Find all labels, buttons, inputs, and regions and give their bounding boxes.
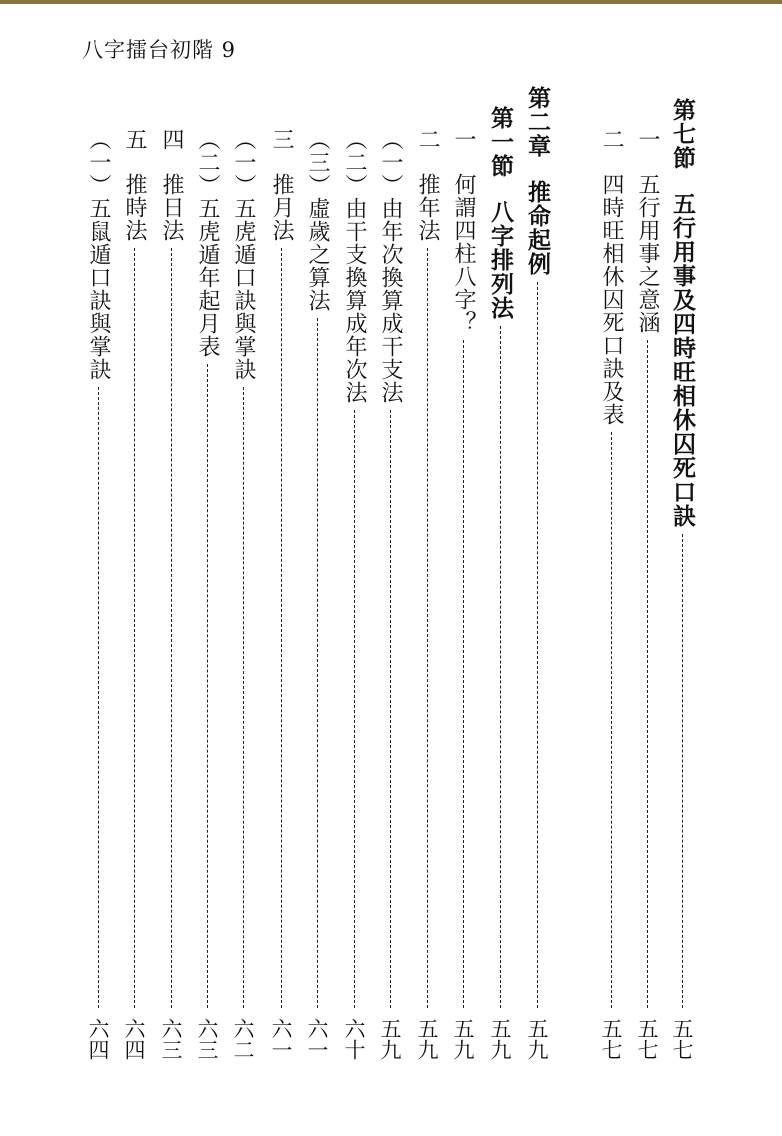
leader-dots [427, 248, 428, 1008]
toc-entry-title: 五虎遁口訣與掌訣 [231, 197, 256, 381]
toc-entry-prefix: 第七節 [669, 98, 696, 170]
leader-dots [354, 410, 355, 1008]
toc-entry-prefix: 第二章 [524, 86, 551, 158]
leader-dots [500, 326, 501, 1008]
toc-entry-prefix: 第一節 [487, 106, 514, 178]
toc-entry-title: 由干支換算成年次法 [342, 197, 367, 404]
toc-entry-page: 六十 [342, 1018, 366, 1060]
toc-entry-title: 八字排列法 [487, 200, 514, 320]
toc-entry-page: 五七 [599, 1018, 623, 1060]
leader-dots [390, 410, 391, 1008]
toc-entry[interactable] [264, 128, 298, 1060]
toc-entry-title: 四時旺相休囚死口訣及表 [599, 173, 624, 426]
toc-entry-title: 推日法 [159, 173, 184, 242]
toc-entry-page: 六一 [305, 1018, 329, 1060]
toc-entry-number: 二 [599, 128, 624, 151]
leader-dots [171, 248, 172, 1008]
toc-entry-title: 虛歲之算法 [305, 197, 330, 312]
toc-entry[interactable] [665, 98, 699, 1060]
toc-entry[interactable] [154, 128, 188, 1060]
toc-entry[interactable] [300, 128, 334, 1060]
toc-entry-number: （三） [305, 128, 330, 197]
toc-entry-number: （一） [86, 128, 111, 197]
leader-dots [647, 340, 648, 1008]
running-header: 八字擂台初階 9 [82, 38, 237, 62]
toc-entry-page: 五九 [415, 1018, 439, 1060]
leader-dots [281, 248, 282, 1008]
toc-entry-title: 推年法 [415, 173, 440, 242]
leader-dots [611, 432, 612, 1008]
toc-entry[interactable] [410, 128, 444, 1060]
toc-entry-page: 五七 [670, 1018, 694, 1060]
toc-entry-page: 六一 [269, 1018, 293, 1060]
toc-entry-title: 由年次換算成干支法 [378, 197, 403, 404]
toc-entry-number: 四 [159, 128, 184, 151]
toc-entry-title: 推命起例 [524, 180, 551, 276]
toc-entry-number: 三 [269, 128, 294, 151]
toc-entry-title: 五行用事之意涵 [635, 173, 660, 334]
toc-entry-number: 二 [415, 128, 440, 151]
toc-entry-number: 五 [122, 128, 147, 151]
toc-entry-title: 推月法 [269, 173, 294, 242]
toc-entry[interactable] [337, 128, 371, 1060]
toc-entry-title: 推時法 [122, 173, 147, 242]
leader-dots [134, 248, 135, 1008]
toc-entry[interactable] [373, 128, 407, 1060]
leader-dots [317, 318, 318, 1008]
toc-entry-page: 五九 [488, 1018, 512, 1060]
toc-entry-title: 五行用事及四時旺相休囚死口訣 [669, 192, 696, 528]
toc-entry-page: 六三 [195, 1018, 219, 1060]
leader-dots [682, 534, 683, 1008]
toc-entry[interactable] [630, 128, 664, 1060]
toc-entry-page: 六二 [231, 1018, 255, 1060]
leader-dots [98, 387, 99, 1008]
toc-entry-title: 五鼠遁口訣與掌訣 [86, 197, 111, 381]
toc-entry-number: （一） [231, 128, 256, 197]
toc-entry[interactable] [190, 128, 224, 1060]
toc-entry-page: 六四 [122, 1018, 146, 1060]
toc-entry-page: 五九 [451, 1018, 475, 1060]
leader-dots [207, 364, 208, 1008]
toc-entry-title: 何謂四柱八字？ [451, 173, 476, 334]
leader-dots [463, 340, 464, 1008]
toc-entry[interactable] [594, 128, 628, 1060]
toc-entry-page: 五九 [378, 1018, 402, 1060]
toc-entry-page: 六三 [159, 1018, 183, 1060]
toc-entry-number: （二） [342, 128, 367, 197]
toc-entry-page: 五九 [525, 1018, 549, 1060]
leader-dots [243, 387, 244, 1008]
toc-entry[interactable] [81, 128, 115, 1060]
toc-entry[interactable] [226, 128, 260, 1060]
toc-entry[interactable] [520, 86, 554, 1060]
toc-entry-page: 五七 [635, 1018, 659, 1060]
leader-dots [537, 282, 538, 1008]
toc-entry-page: 六四 [86, 1018, 110, 1060]
toc-entry-number: 一 [451, 128, 476, 151]
toc-entry-title: 五虎遁年起月表 [195, 197, 220, 358]
toc-entry[interactable] [117, 128, 151, 1060]
toc-entry-number: （二） [195, 128, 220, 197]
toc-entry[interactable] [446, 128, 480, 1060]
toc-entry[interactable] [483, 106, 517, 1060]
toc-entry-number: （一） [378, 128, 403, 197]
toc-entry-number: 一 [635, 128, 660, 151]
